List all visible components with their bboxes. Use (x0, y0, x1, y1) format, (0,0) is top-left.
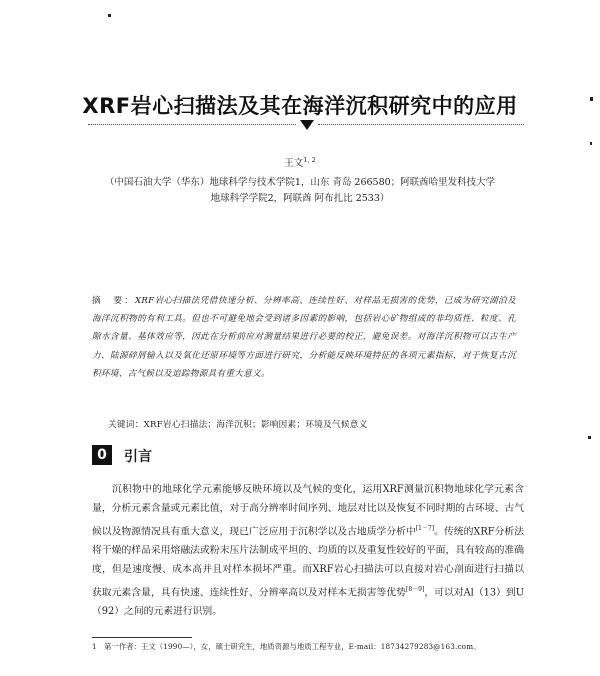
scan-speck (590, 142, 592, 145)
affiliation-line-2: 地球科学学院2，阿联酋 阿布扎比 2533） (210, 193, 390, 204)
footnote: 1 第一作者：王文（1990—），女，硕士研究生，地质资源与地质工程专业，E-mail：18734279283@163.com。 (92, 642, 481, 651)
citation-ref-2: [8－9] (406, 585, 425, 593)
section-number-badge: 0 (92, 445, 112, 465)
section-heading: 引言 (124, 449, 152, 465)
paragraph (92, 480, 524, 622)
paragraph-text-2: 。传统的XRF分析法将干燥的样品采用熔融法或粉末压片法制成平坦的、均质的以及重复性较好的平面，具有较高的准确度，但是速度慢、成本高并且对样本损坏严重。而XRF岩心扫描法可以直接对岩心剖面进行扫描以获取元素含量，具有快速、连续性好、分辨率高以及对样本无损害等优势 (92, 525, 524, 599)
author-name: 王文 (284, 158, 304, 169)
author-superscript: 1, 2 (303, 155, 316, 164)
keywords-text: XRF岩心扫描法；海洋沉积；影响因素；环境及气候意义 (143, 420, 368, 430)
paragraph-text-1: 沉积物中的地球化学元素能够反映环境以及气候的变化，运用XRF测量沉积物地球化学元素含量，分析元素含量或元素比值，对于高分辨率时间序列、地层对比以及恢复不同时期的古环境、古气候以及物源情况具有重大意义，现已广泛应用于沉积学以及古地质学分析中 (92, 484, 524, 537)
title-triangle-marker (300, 120, 314, 130)
footnote-rule (92, 637, 192, 638)
paragraph-text-3: ，可以对Al（13）到U（92）之间的元素进行识别。 (92, 587, 524, 618)
abstract-label: 摘 要： (92, 296, 135, 306)
scan-speck (588, 436, 591, 439)
keywords-block (108, 418, 528, 430)
affiliation-line-1: （中国石油大学（华东）地球科学与技术学院1，山东 青岛 266580；阿联酋哈里发科技大学 (104, 177, 496, 188)
citation-ref-1: [1－7] (415, 524, 435, 532)
body-text (92, 480, 524, 622)
title-rule-left (88, 124, 296, 125)
scan-speck (108, 14, 111, 17)
abstract-text: XRF岩心扫描法凭借快速分析、分辨率高、连续性好、对样品无损害的优势，已成为研究湖泊及海洋沉积物的有利工具。但也不可避免地会受到诸多因素的影响，包括岩心矿物组成的非均质性、粒度、孔隙水含量、基体效应等，因此在分析前应对测量结果进行必要的校正，避免误差。对海洋沉积物可以古生产力、陆源碎屑输入以及氧化还原环境等方面进行研究，分析能反映环境特征的各项元素指标，对于恢复古沉积环境、古气候以及追踪物源具有重大意义。 (92, 296, 516, 379)
paper-title: XRF岩心扫描法及其在海洋沉积研究中的应用 (82, 94, 518, 118)
title-rule-right (318, 124, 524, 125)
author-line (0, 155, 600, 169)
keywords-label: 关键词： (108, 420, 144, 430)
abstract-block (92, 292, 516, 383)
